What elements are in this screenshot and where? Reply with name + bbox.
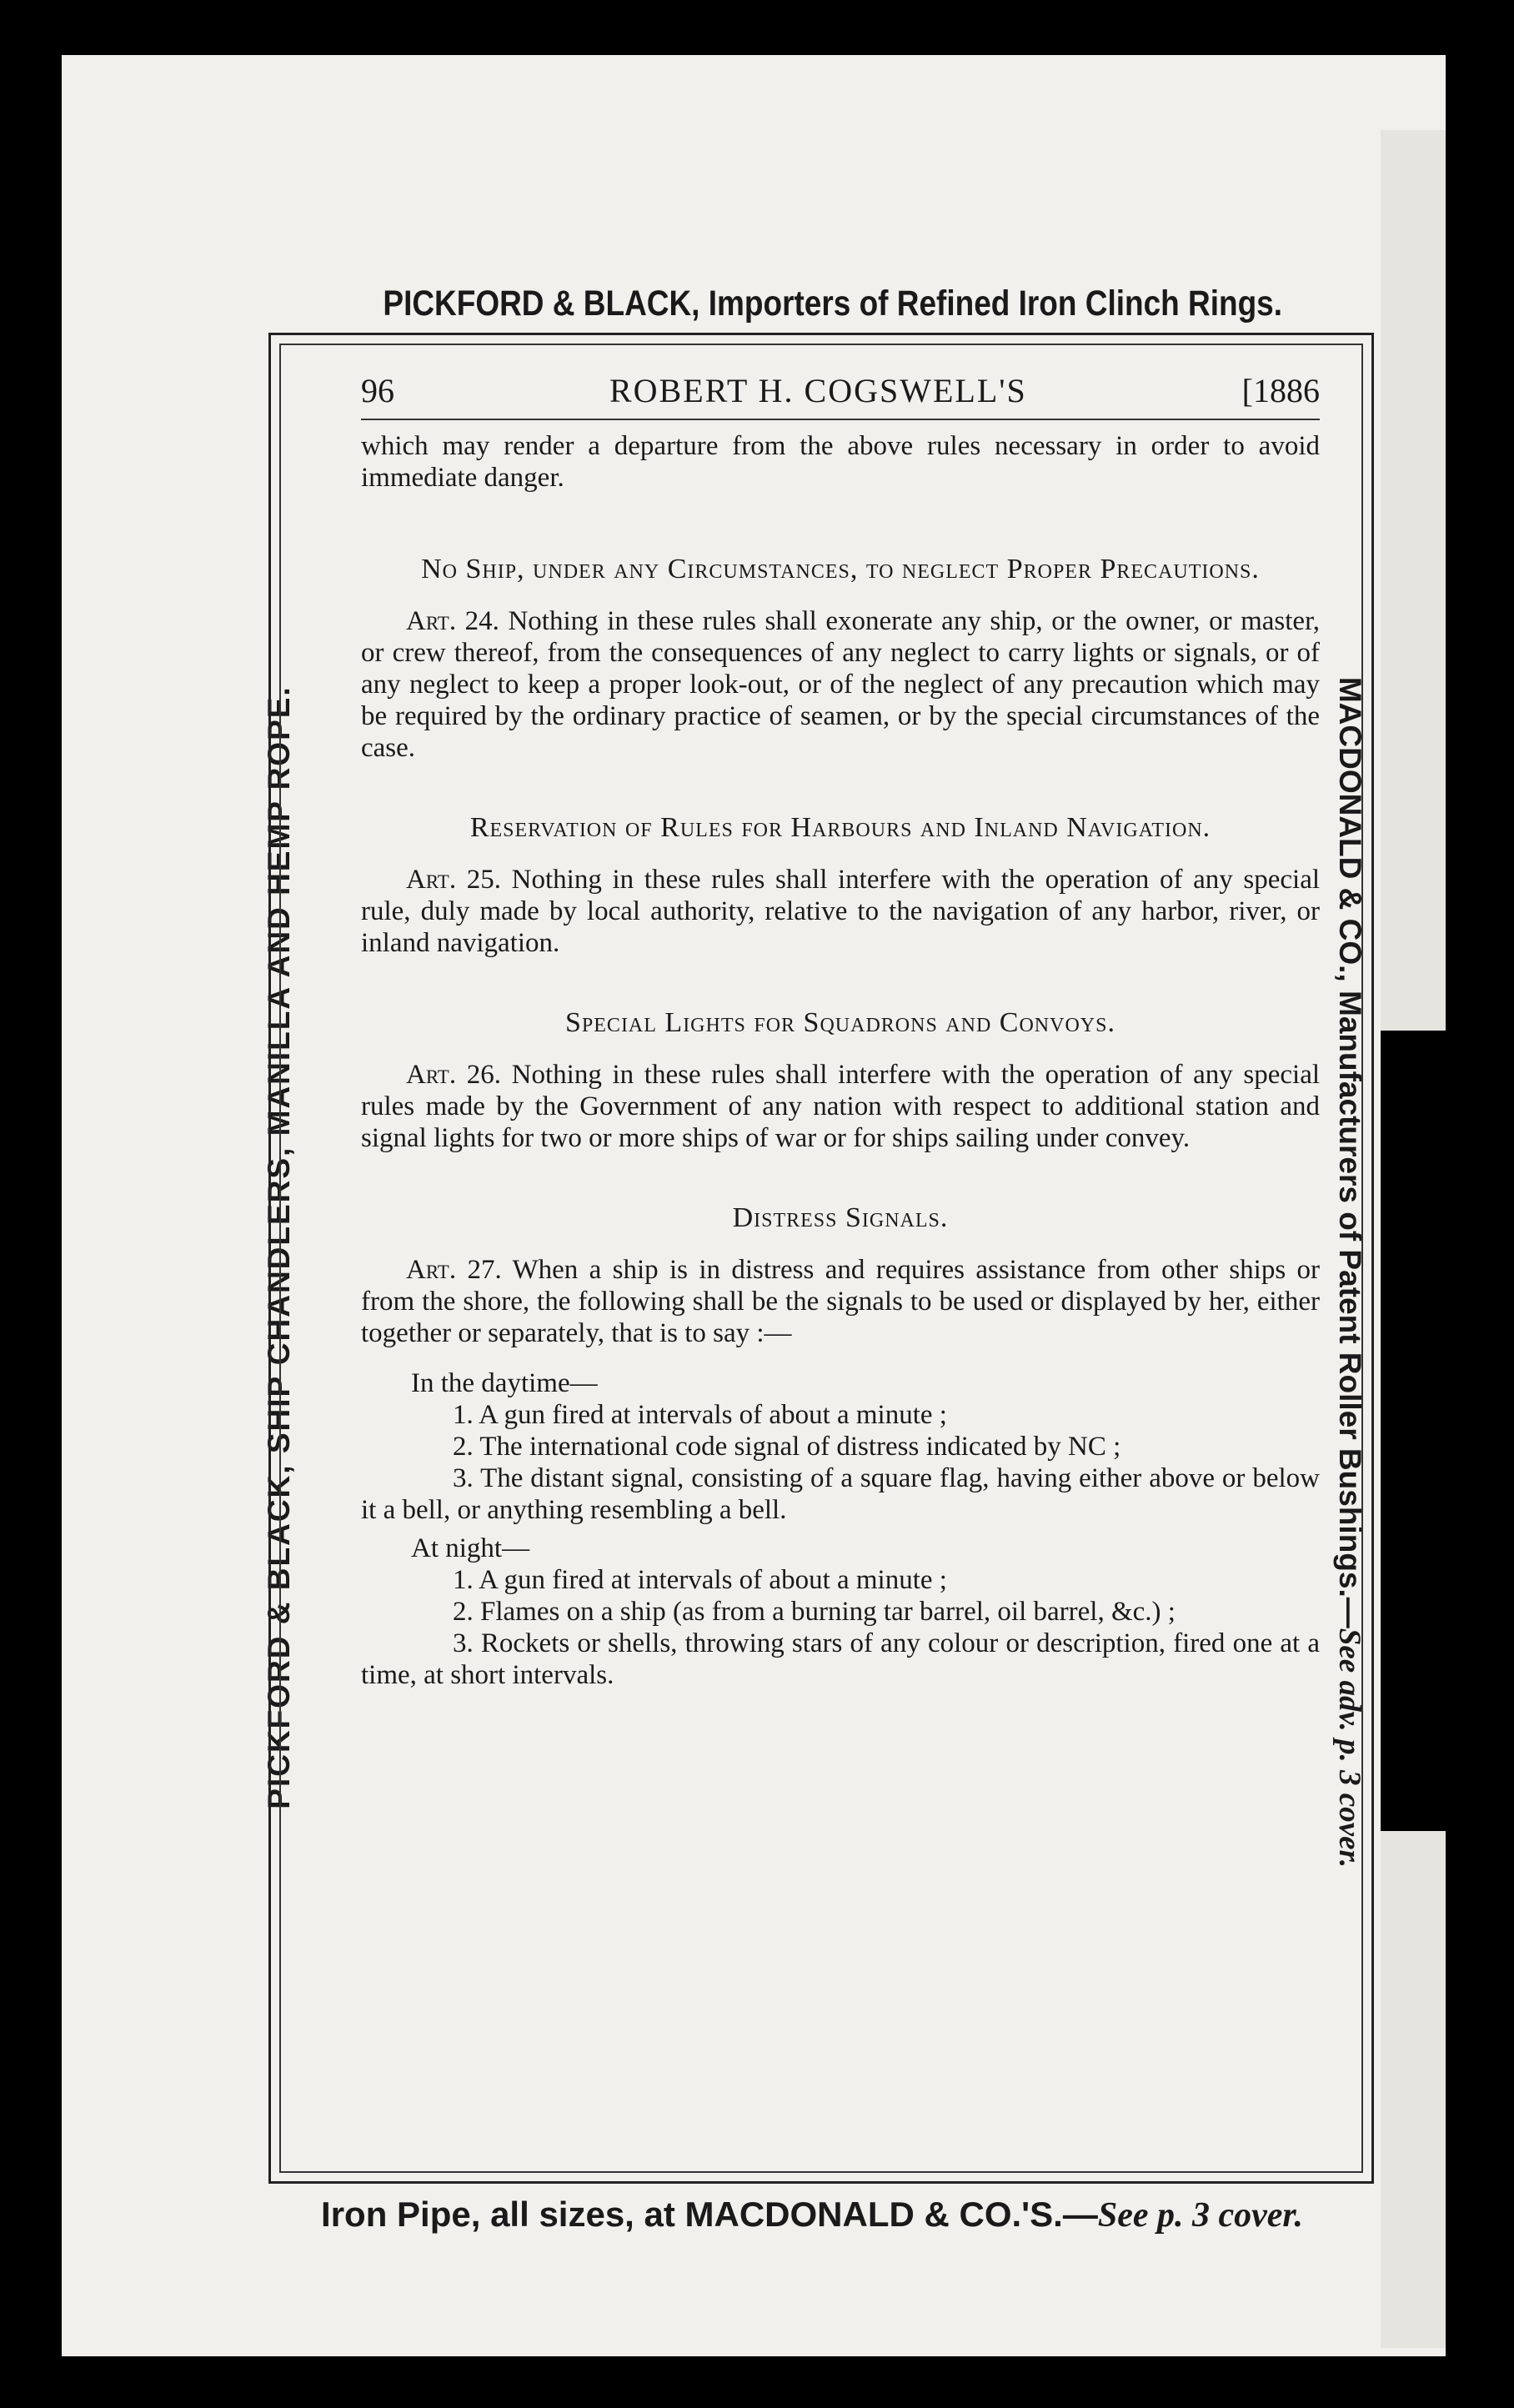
article-paragraph — [361, 864, 1320, 959]
page-content — [361, 360, 1320, 1691]
adjacent-page-edge — [1381, 130, 1446, 2348]
article-text: Nothing in these rules shall interfere with the operation of any special rules made by the Government of any nation with respect to additional station and signal lights for two or more ships of war or for ships sailing under convey. — [361, 1060, 1321, 1153]
article-number: Art. 25. — [406, 865, 501, 895]
article-paragraph — [361, 605, 1320, 764]
list-item: 1. A gun fired at intervals of about a minute ; — [453, 1400, 947, 1430]
bottom-margin-advertisement — [312, 2195, 1312, 2235]
page-frame-inner — [279, 344, 1363, 2173]
right-ad-main: MACDONALD & CO., Manufacturers of Patent Roller Bushings.— — [1333, 676, 1367, 1628]
section-heading: Special Lights for Squadrons and Convoys. — [565, 1007, 1115, 1038]
article-paragraph — [361, 1254, 1320, 1349]
article-number: Art. 26. — [406, 1060, 501, 1090]
daytime-label: In the daytime— — [411, 1368, 598, 1398]
running-title: ROBERT H. COGSWELL'S — [609, 372, 1027, 409]
right-ad-reference: See adv. p. 3 cover. — [1332, 1628, 1366, 1869]
top-margin-advertisement: PICKFORD & BLACK, Importers of Refined Iron Clinch Rings. — [383, 283, 1283, 324]
list-item: 1. A gun fired at intervals of about a minute ; — [453, 1565, 947, 1595]
page-tear — [1381, 1031, 1446, 1831]
article-number: Art. 27. — [406, 1255, 502, 1285]
scanned-page — [62, 55, 1446, 2356]
article-text: When a ship is in distress and requires assistance from other ships or from the shore, the following shall be the signals to be used or displayed by her, either together or separately, that is to say :— — [361, 1255, 1321, 1348]
list-item: 2. The international code signal of distress indicated by NC ; — [453, 1432, 1121, 1462]
article-text: Nothing in these rules shall interfere with the operation of any special rule, duly made by local authority, relative to the navigation of any harbor, river, or inland navigation. — [361, 865, 1321, 958]
section-heading: No Ship, under any Circumstances, to neglect Proper Precautions. — [421, 554, 1260, 584]
section-heading: Reservation of Rules for Harbours and Inland Navigation. — [469, 812, 1211, 843]
section-heading: Distress Signals. — [732, 1202, 949, 1233]
list-item: 3. Rockets or shells, throwing stars of any colour or description, fired one at a time, at short intervals. — [361, 1628, 1320, 1690]
article-text: Nothing in these rules shall exonerate any ship, or the owner, or master, or crew thereof, from the consequences of any neglect to carry lights or signals, or of any neglect to keep a proper look-out, or of the neglect of any precaution which may be required by the ordinary practice of seamen, or by the special circumstances of the case. — [361, 606, 1321, 763]
page-frame — [268, 333, 1374, 2184]
bottom-ad-main: Iron Pipe, all sizes, at MACDONALD & CO.'S.— — [321, 2195, 1098, 2234]
night-label: At night— — [411, 1533, 530, 1563]
list-item: 2. Flames on a ship (as from a burning tar barrel, oil barrel, &c.) ; — [453, 1597, 1176, 1627]
year: [1886 — [1241, 372, 1320, 409]
running-head — [361, 360, 1320, 420]
continuation-paragraph: which may render a departure from the above rules necessary in order to avoid immediate danger. — [361, 431, 1320, 493]
page-number: 96 — [361, 372, 394, 409]
article-number: Art. 24. — [406, 606, 499, 636]
bottom-ad-reference: See p. 3 cover. — [1097, 2196, 1303, 2235]
left-margin-advertisement: PICKFORD & BLACK, SHIP CHANDLERS, MANILLA AND HEMP ROPE. — [262, 685, 296, 1809]
article-paragraph — [361, 1059, 1320, 1154]
list-item: 3. The distant signal, consisting of a square flag, having either above or below it a bell, or anything resembling a bell. — [361, 1463, 1320, 1525]
